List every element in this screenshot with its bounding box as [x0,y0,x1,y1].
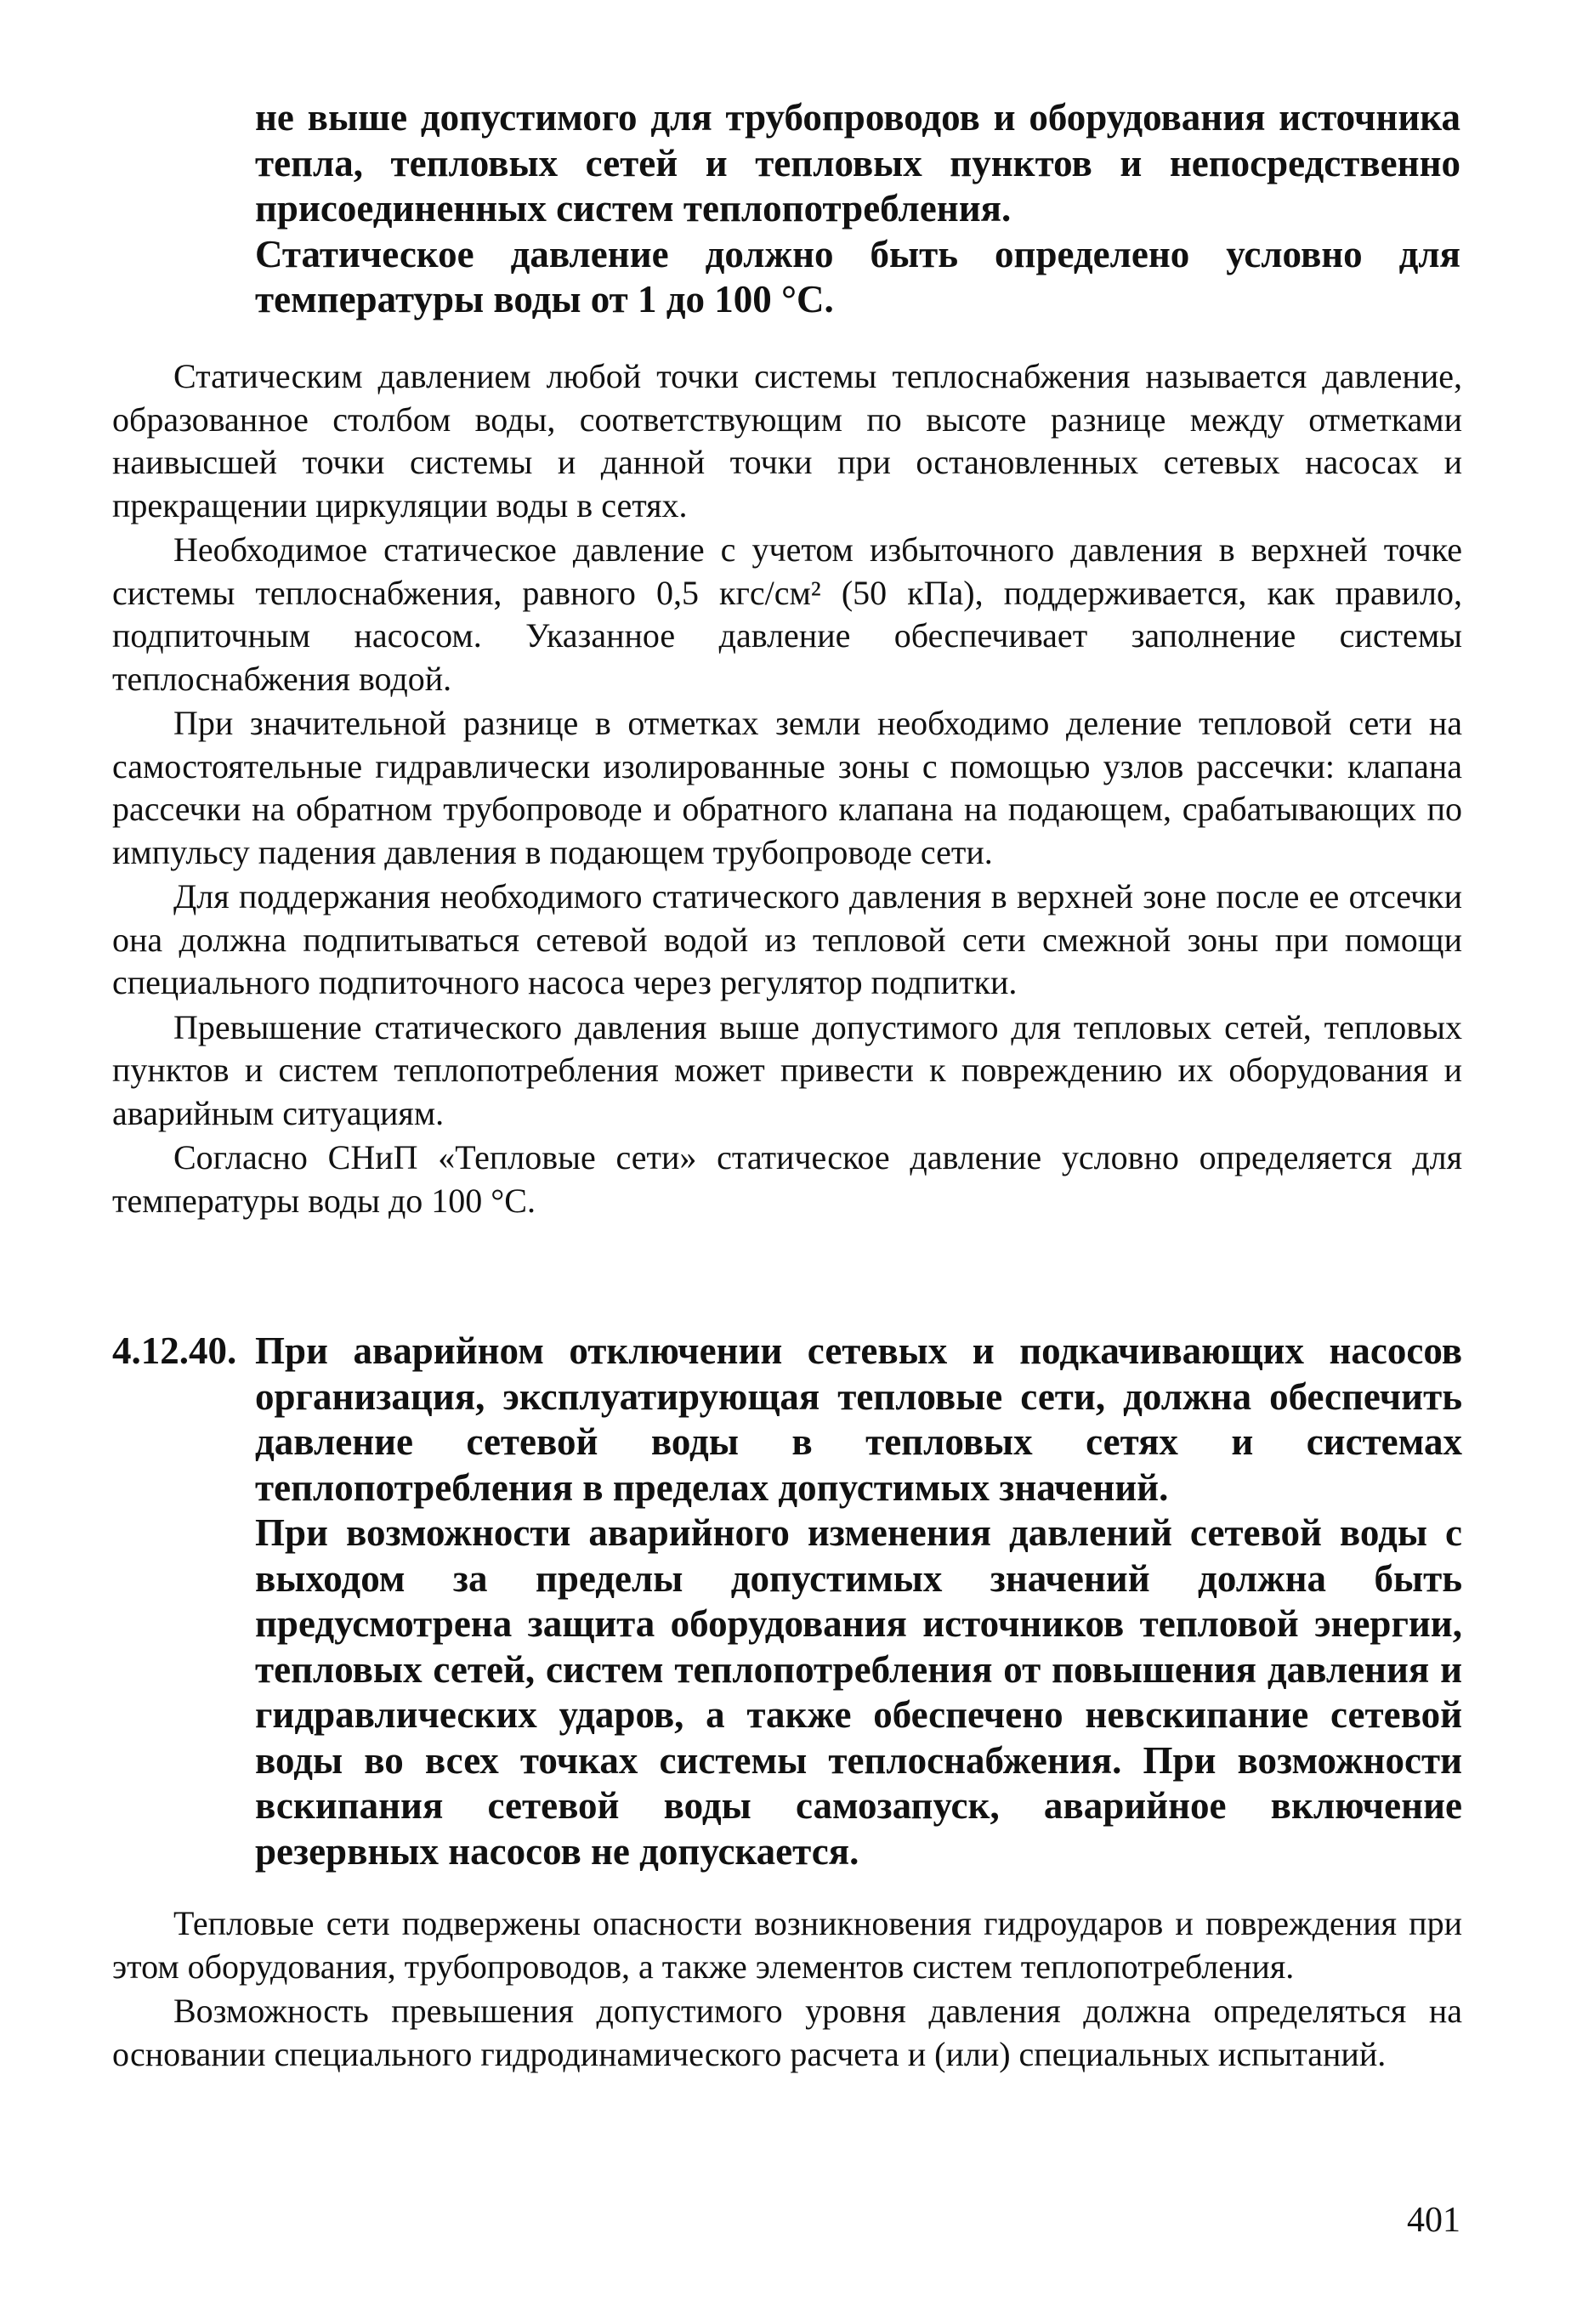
commentary-paragraph: Тепловые сети подвержены опасности возникновения гидроударов и повреждения при этом оборудования, трубопроводов, а также элементов систем теплопотребления. [112,1904,1462,1986]
rule-text-paragraph: не выше допустимого для трубопроводов и оборудования источника тепла, тепловых сетей и тепловых пунктов и непосредственно присоединенных систем теплопотребления. [255,96,1460,230]
rule-block [112,1329,1462,1874]
commentary-paragraph: Согласно СНиП «Тепловые сети» статическое давление условно определяется для температуры воды до 100 °С. [112,1138,1462,1220]
commentary-block [112,1902,1462,2076]
commentary-block [112,355,1462,1222]
commentary-paragraph: При значительной разнице в отметках земли необходимо деление тепловой сети на самостоятельные гидравлически изолированные зоны с помощью узлов рассечки: клапана рассечки на обратном трубопроводе и обратного клапана на подающем, срабатывающих по импульсу падения давления в подающем трубопроводе сети. [112,704,1462,871]
page-number: 401 [1407,2201,1460,2240]
rule-continuation-block [255,95,1460,323]
rule-text-paragraph: При аварийном отключении сетевых и подкачивающих насосов организация, эксплуатирующая тепловые сети, должна обеспечить давление сетевой воды в тепловых сетях и системах теплопотребления в пределах допустимых значений. [255,1329,1462,1509]
rule-number: 4.12.40. [112,1329,237,1372]
commentary-paragraph: Для поддержания необходимого статического давления в верхней зоне после ее отсечки она должна подпитываться сетевой водой из тепловой сети смежной зоны при помощи специального подпиточного насоса через регулятор подпитки. [112,877,1462,1001]
commentary-paragraph: Необходимое статическое давление с учетом избыточного давления в верхней точке системы теплоснабжения, равного 0,5 кгс/см² (50 кПа), поддерживается, как правило, подпиточным насосом. Указанное давление обеспечивает заполнение системы теплоснабжения водой. [112,530,1462,698]
rule-text-paragraph: При возможности аварийного изменения давлений сетевой воды с выходом за пределы допустимых значений должна быть предусмотрена защита оборудования источников тепловой энергии, тепловых сетей, систем теплопотребления от повышения давления и гидравлических ударов, а также обеспечено невскипание сетевой воды во всех точках системы теплоснабжения. При возможности вскипания сетевой воды самозапуск, аварийное включение резервных насосов не допускается. [255,1511,1462,1873]
rule-body [255,1329,1462,1874]
commentary-paragraph: Возможность превышения допустимого уровня давления должна определяться на основании специального гидродинамического расчета и (или) специальных испытаний. [112,1992,1462,2073]
commentary-paragraph: Статическим давлением любой точки системы теплоснабжения называется давление, образованное столбом воды, соответствующим по высоте разнице между отметками наивысшей точки системы и данной точки при остановленных сетевых насосах и прекращении циркуляции воды в сетях. [112,357,1462,524]
commentary-paragraph: Превышение статического давления выше допустимого для тепловых сетей, тепловых пунктов и систем теплопотребления может привести к повреждению их оборудования и аварийным ситуациям. [112,1007,1462,1132]
rule-text-paragraph: Статическое давление должно быть определено условно для температуры воды от 1 до 100 °С. [255,232,1460,320]
